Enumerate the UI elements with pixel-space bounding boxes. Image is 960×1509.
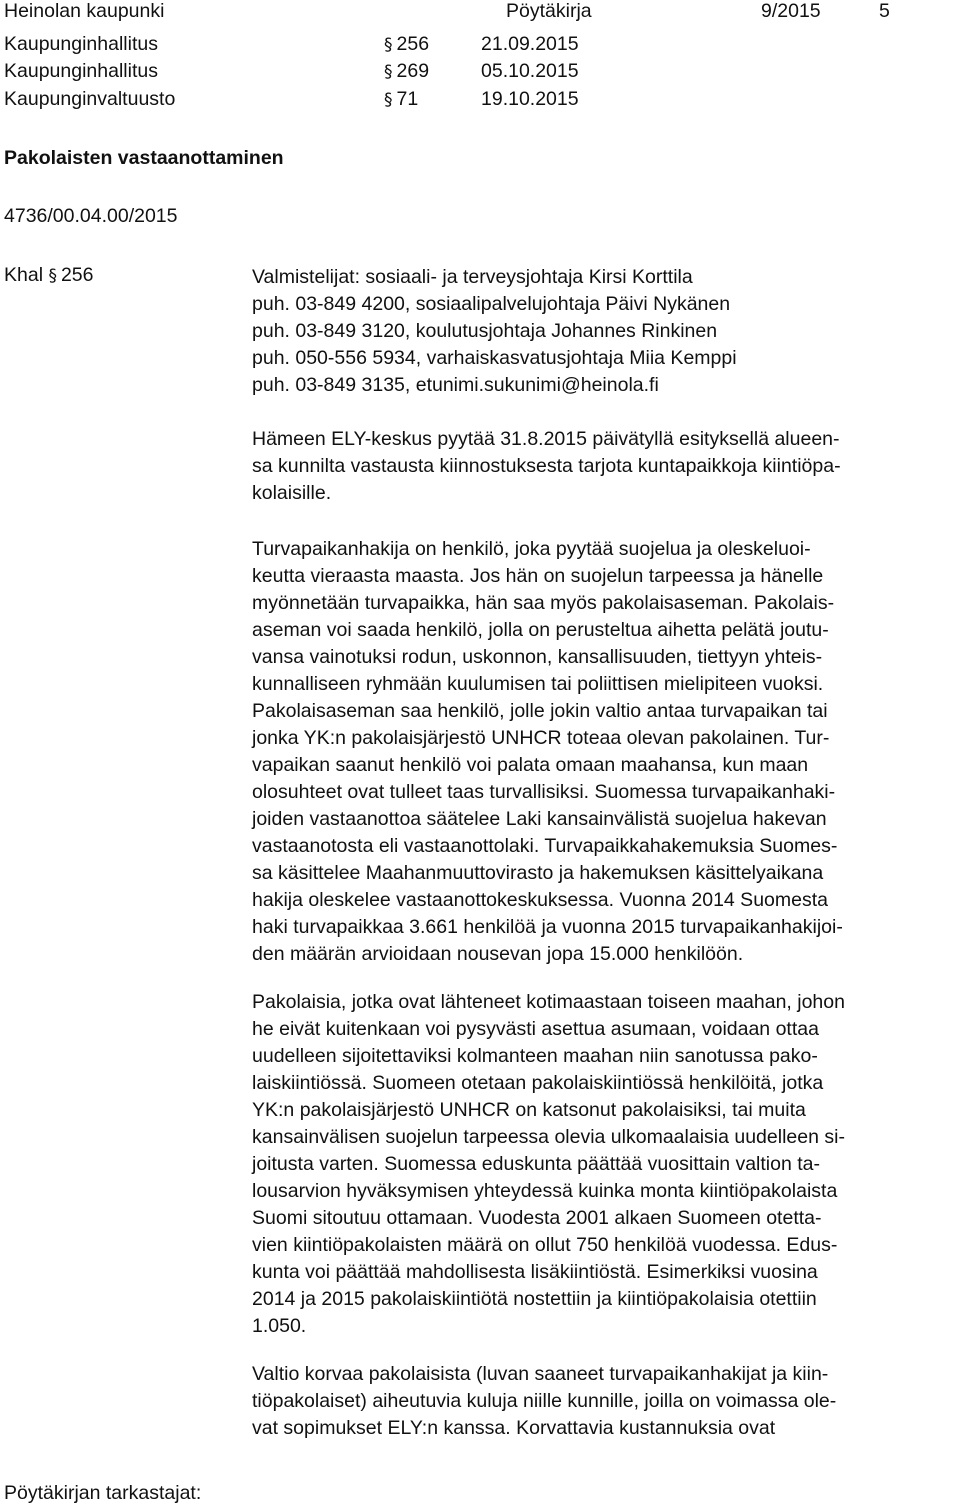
preparer-line: puh. 03-849 3120, koulutusjohtaja Johannes Rinkinen — [252, 320, 718, 342]
paragraph: Turvapaikanhakija on henkilö, joka pyytää suojelua ja oleskeluoi- keutta vieraasta maasta. Jos hän on suojelun tarpeessa ja hänelle myönnetään turvapaikka, hän saa myös pakolaisaseman. Pakolais- aseman voi saada henkilö, jolla on perusteltua aihetta pelätä joutu- vansa vainotuksi rodun, uskonnon, kansallisuuden, tiettyyn yhteis- kunnalliseen ryhmään kuulumisen tai poliittisen mielipiteen vuoksi. Pakolaisaseman saa henkilö, jolle jokin valtio antaa turvapaikan tai jonka YK:n pakolaisjärjestö UNHCR toteaa olevan pakolainen. Tur- vapaikan saanut henkilö voi palata omaan maahansa, kun maan olosuhteet ovat tulleet taas turvallisiksi. Suomessa turvapaikanhaki- joiden vastaanottoa säätelee Laki kansainvälistä suojelua hakevan vastaanotosta eli vastaanottolaki. Turvapaikkahakemuksia Suomes- sa käsittelee Maahanmuuttovirasto ja hakemuksen käsittelyaikana hakija oleskelee vastaanottokeskuksessa. Vuonna 2014 Suomesta haki turvapaikkaa 3.661 henkilöä ja vuonna 2015 turvapaikanhakijoi- den määrän arvioidaan nousevan jopa 15.000 henkilöön. — [252, 538, 843, 965]
preparer-line: puh. 03-849 3135, etunimi.sukunimi@heinola.fi — [252, 374, 659, 396]
section-sign-icon: § — [384, 90, 393, 110]
section-sign-icon: § — [48, 266, 57, 286]
section-sign-icon: § — [384, 62, 393, 82]
footer-reviewers-label: Pöytäkirjan tarkastajat: — [4, 1482, 202, 1504]
session-section: § 71 — [384, 88, 419, 110]
preparers-block — [252, 264, 737, 399]
session-body: Kaupunginhallitus — [4, 33, 158, 55]
preparer-line: Valmistelijat: sosiaali- ja terveysjohtaja Kirsi Korttila — [252, 266, 693, 288]
section-sign-icon: § — [384, 35, 393, 55]
page-title: Pakolaisten vastaanottaminen — [4, 147, 284, 169]
session-date: 19.10.2015 — [481, 88, 579, 110]
session-body: Kaupunginhallitus — [4, 60, 158, 82]
session-date: 05.10.2015 — [481, 60, 579, 82]
document-number: 9/2015 — [761, 0, 821, 22]
session-section: § 256 — [384, 33, 430, 55]
paragraph: Valtio korvaa pakolaisista (luvan saaneet turvapaikanhakijat ja kiin- tiöpakolaiset) aiheutuvia kuluja niille kunnille, joilla on voimassa ole- vat sopimukset ELY:n kanssa. Korvattavia kustannuksia ovat — [252, 1363, 837, 1439]
page-number: 5 — [879, 0, 890, 22]
session-body: Kaupunginvaltuusto — [4, 88, 176, 110]
paragraph: Pakolaisia, jotka ovat lähteneet kotimaastaan toiseen maahan, johon he eivät kuitenkaan voi pysyvästi asettua asumaan, voidaan ottaa uudelleen sijoitettaviksi kolmanteen maahan niin sanotussa pako- laiskiintiössä. Suomeen otetaan pakolaiskiintiössä henkilöitä, jotka YK:n pakolaisjärjestö UNHCR on katsonut pakolaisiksi, tai muita kansainvälisen suojelun tarpeessa olevia ulkomaalaisia uudelleen si- joitusta varten. Suomessa eduskunta päättää vuosittain valtion ta- lousarvion hyväksymisen yhteydessä kuinka monta kiintiöpakolaista Suomi sitoutuu ottamaan. Vuodesta 2001 alkaen Suomeen otetta- vien kiintiöpakolaisten määrä on ollut 750 henkilöä vuodessa. Edus- kunta voi päättää mahdollisesta lisäkiintiöstä. Esimerkiksi vuosina 2014 ja 2015 pakolaiskiintiötä nostettiin ja kiintiöpakolaisia otettiin 1.050. — [252, 991, 845, 1337]
session-section: § 269 — [384, 60, 430, 82]
session-date: 21.09.2015 — [481, 33, 579, 55]
preparer-line: puh. 03-849 4200, sosiaalipalvelujohtaja Päivi Nykänen — [252, 293, 731, 315]
preparer-line: puh. 050-556 5934, varhaiskasvatusjohtaja Miia Kemppi — [252, 347, 737, 369]
document-type: Pöytäkirja — [506, 0, 592, 22]
khal-section: Khal § 256 — [4, 264, 94, 286]
paragraph: Hämeen ELY-keskus pyytää 31.8.2015 päivätyllä esityksellä alueen- sa kunnilta vastausta kiinnostuksesta tarjota kuntapaikkoja kiintiöpa- kolaisille. — [252, 428, 841, 504]
organization-name: Heinolan kaupunki — [4, 0, 165, 22]
file-number: 4736/00.04.00/2015 — [4, 205, 178, 227]
